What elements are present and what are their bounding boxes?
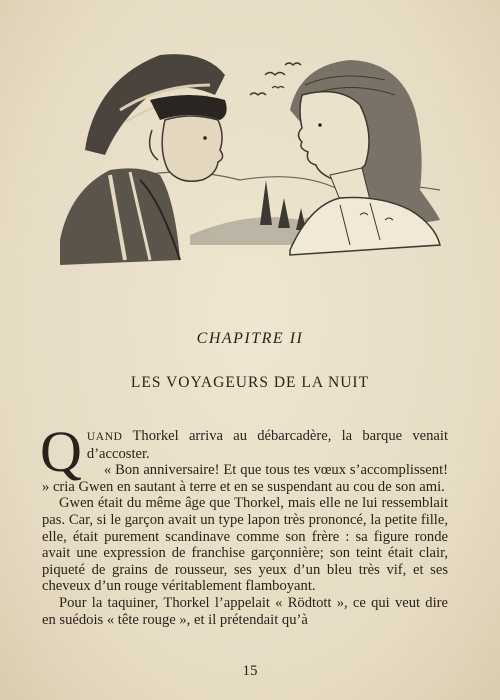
drop-cap: Q	[40, 419, 82, 484]
body-text	[40, 419, 448, 628]
page-number: 15	[242, 663, 258, 679]
chapter-label: CHAPITRE II	[196, 330, 304, 347]
paragraph-1-smallcaps: UAND	[86, 431, 123, 443]
chapter-title: LES VOYAGEURS DE LA NUIT	[130, 374, 370, 391]
chapter-illustration	[40, 40, 460, 270]
paragraph-1-text: Thorkel arriva au débarcadère, la barque venait d’accoster.	[86, 428, 448, 462]
paragraph-2: « Bon anniversaire! Et que tous tes vœux s’accomplissent! » cria Gwen en sautant à terre et en se suspendant au cou de son ami.	[42, 462, 448, 495]
paragraph-4: Pour la taquiner, Thorkel l’appelait « Rödtott », ce qui veut dire en suédois « tête rouge », et il prétendait qu’à	[42, 594, 448, 628]
paragraph-3: Gwen était du même âge que Thorkel, mais elle ne lui ressemblait pas. Car, si le garçon avait un type lapon très prononcé, la petite fille, elle, était purement scandinave comme son frère : sa figure ronde avait une expression de franchise garçonnière; son teint était clair, piqueté de grains de rousseur, ses yeux d’un bleu très vif, et ses cheveux d’un rouge véritablement flamboyant.	[42, 495, 448, 595]
two-youths-profile-illustration	[40, 40, 460, 270]
